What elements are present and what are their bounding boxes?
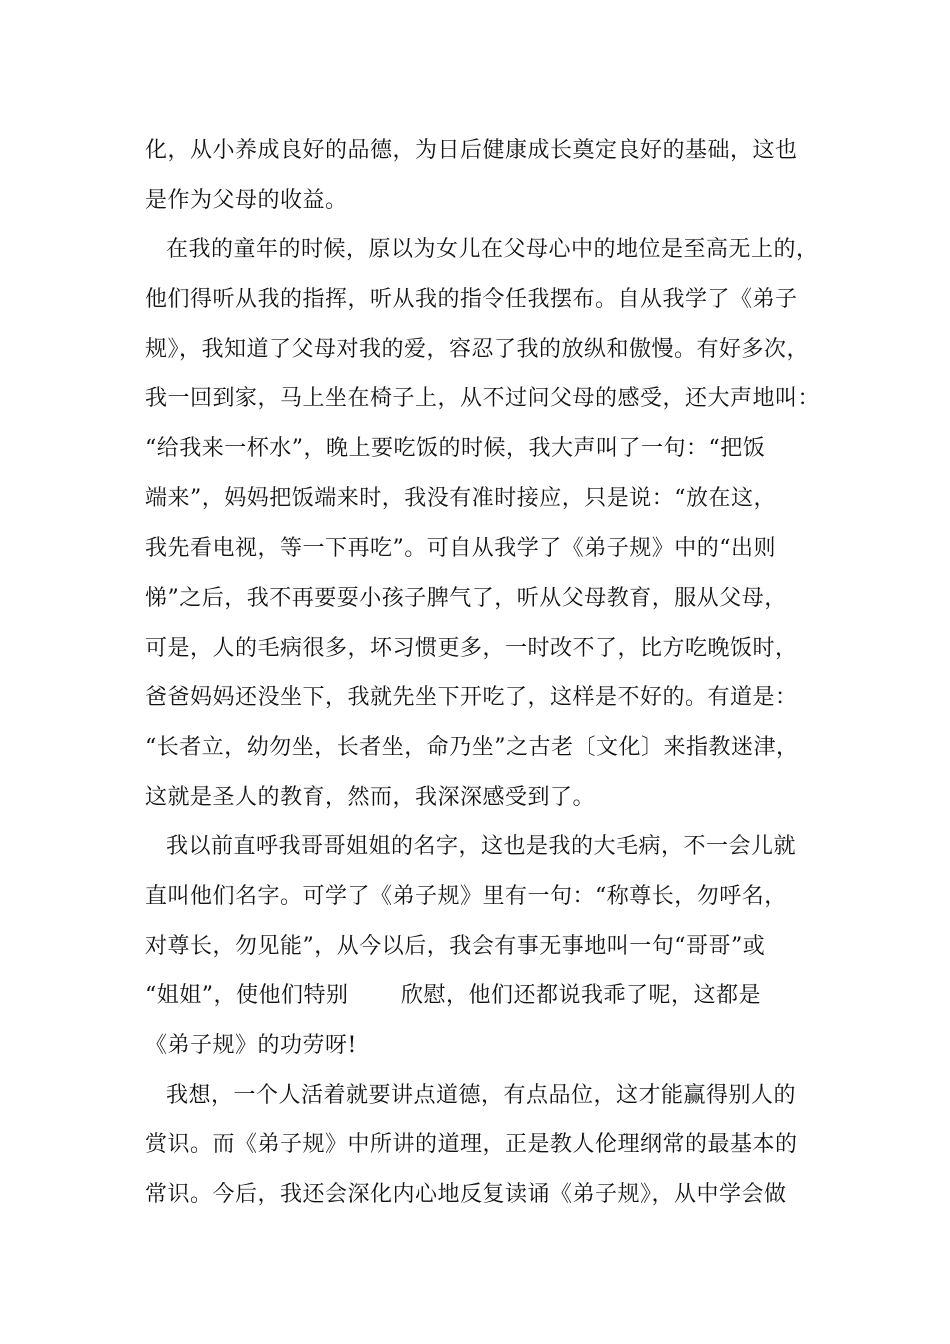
text-line: “姐姐”，使他们特别 欣慰，他们还都说我乖了呢，这都是: [145, 983, 761, 1008]
text-line: 他们得听从我的指挥，听从我的指令任我摆布。自从我学了《弟子: [145, 287, 798, 312]
text-line: 规》，我知道了父母对我的爱，容忍了我的放纵和傲慢。有好多次，: [145, 337, 810, 362]
text-line: 赏识。而《弟子规》中所讲的道理，正是教人伦理纲常的最基本的: [145, 1132, 798, 1157]
text-line: 直叫他们名字。可学了《弟子规》里有一句：“称尊长，勿呼名，: [145, 884, 787, 909]
text-line: 我先看电视，等一下再吃”。可自从我学了《弟子规》中的“出则: [145, 536, 776, 561]
paragraph-start-line: 我以前直呼我哥哥姐姐的名字，这也是我的大毛病，不一会儿就: [166, 834, 797, 859]
text-line: 对尊长，勿见能”，从今以后，我会有事无事地叫一句“哥哥”或: [145, 934, 766, 959]
text-line: 《弟子规》的功劳呀!: [145, 1033, 357, 1058]
text-line: “长者立，幼勿坐，长者坐，命乃坐”之古老〔文化〕来指教迷津，: [145, 735, 799, 760]
text-line: “给我来一杯水”，晚上要吃饭的时候，我大声叫了一句：“把饭: [145, 436, 766, 461]
text-line: 悌”之后，我不再要耍小孩子脾气了，听从父母教育，服从父母，: [145, 586, 787, 611]
text-line: 我一回到家，马上坐在椅子上，从不过问父母的感受，还大声地叫：: [145, 386, 821, 411]
text-line: 化，从小养成良好的品德，为日后健康成长奠定良好的基础，这也: [145, 138, 798, 163]
text-line: 这就是圣人的教育，然而，我深深感受到了。: [145, 785, 596, 810]
text-line: 端来”，妈妈把饭端来时，我没有准时接应，只是说：“放在这，: [145, 486, 776, 511]
paragraph-start-line: 我想，一个人活着就要讲点道德，有点品位，这才能赢得别人的: [166, 1083, 797, 1108]
text-line: 常识。今后，我还会深化内心地反复读诵《弟子规》，从中学会做: [145, 1182, 787, 1207]
paragraph-start-line: 在我的童年的时候，原以为女儿在父母心中的地位是至高无上的，: [166, 237, 819, 262]
text-line: 爸爸妈妈还没坐下，我就先坐下开吃了，这样是不好的。有道是：: [145, 685, 798, 710]
text-line: 可是，人的毛病很多，坏习惯更多，一时改不了，比方吃晚饭时，: [145, 636, 798, 661]
text-line: 是作为父母的收益。: [145, 188, 348, 213]
